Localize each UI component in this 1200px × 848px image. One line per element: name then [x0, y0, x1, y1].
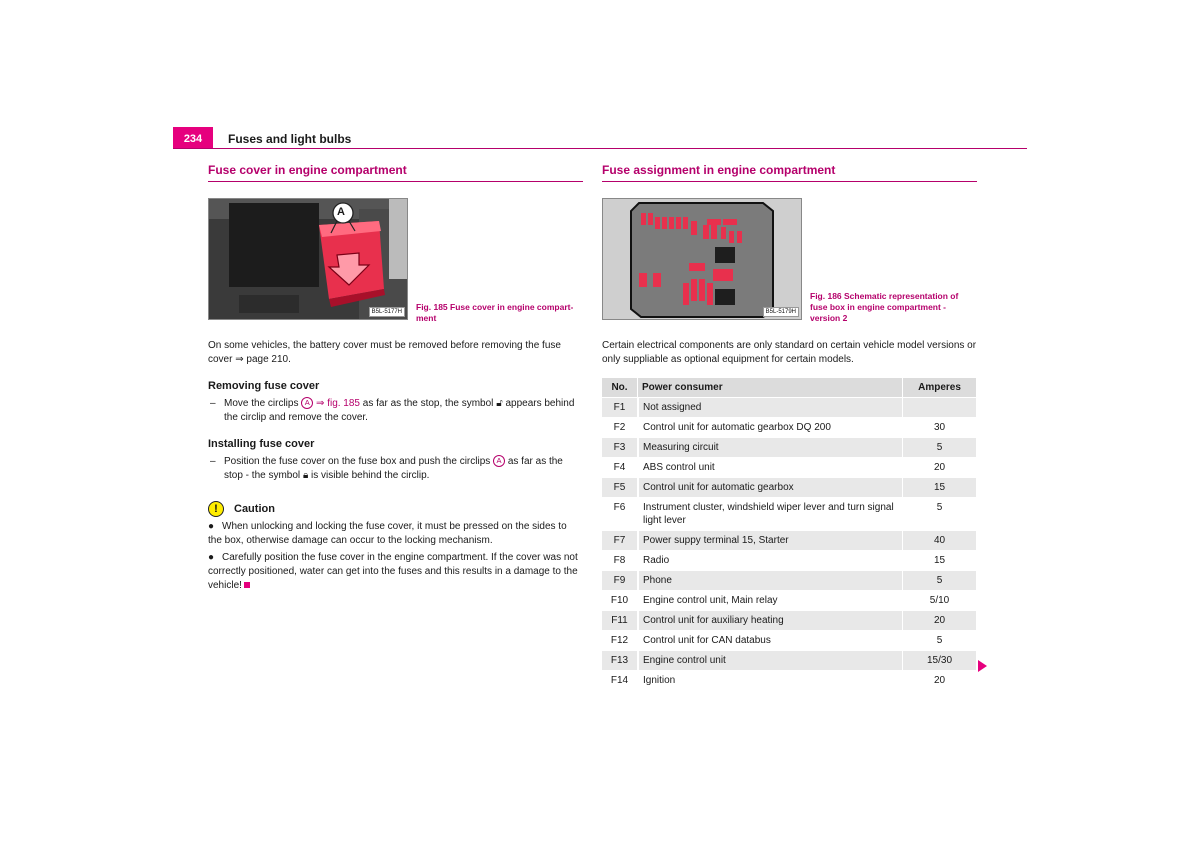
section-title-fuse-cover: Fuse cover in engine compartment [208, 163, 583, 182]
table-row [602, 438, 976, 457]
circlip-a-marker: A [493, 455, 505, 467]
intro-paragraph: On some vehicles, the battery cover must be removed before removing the fuse cover ⇒ page 210. [208, 340, 561, 365]
engine-compartment-illustration [209, 199, 408, 320]
installing-heading: Installing fuse cover [208, 438, 315, 450]
column-header-no: No. [602, 378, 638, 397]
fuse-number-cell: F2 [602, 418, 638, 437]
page-header [173, 127, 1027, 149]
figure-label-a: A [337, 206, 345, 218]
caution-label: Caution [234, 503, 275, 515]
step-dash: – [210, 456, 216, 467]
table-row [602, 418, 976, 437]
power-consumer-cell: Not assigned [638, 398, 902, 417]
step-text: appears behind the circlip and remove the cover. [224, 398, 575, 423]
table-row [602, 671, 976, 690]
caution-bullet-2 [208, 551, 583, 593]
figure-code: B5L-5179H [763, 307, 799, 317]
page-number: 234 [173, 127, 213, 148]
table-body [602, 398, 976, 690]
left-column [208, 163, 583, 593]
table-row [602, 498, 976, 530]
figure-caption: Fig. 186 Schematic representation of fuse box in engine compartment - version 2 [810, 291, 959, 323]
amperes-cell: 20 [902, 458, 976, 477]
fuse-box-diagram [603, 199, 802, 320]
amperes-cell [902, 398, 976, 417]
fuse-cover-photo [208, 198, 408, 320]
power-consumer-cell: Control unit for automatic gearbox DQ 200 [638, 418, 902, 437]
unlocked-padlock-icon: 🔓︎ [496, 398, 503, 409]
power-consumer-cell: Control unit for automatic gearbox [638, 478, 902, 497]
amperes-cell: 5 [902, 631, 976, 650]
fuse-number-cell: F6 [602, 498, 638, 530]
amperes-cell: 5 [902, 498, 976, 530]
figure-code: B5L-5177H [369, 307, 405, 317]
installing-step [208, 455, 583, 483]
amperes-cell: 15 [902, 551, 976, 570]
fuse-number-cell: F8 [602, 551, 638, 570]
fuse-number-cell: F11 [602, 611, 638, 630]
power-consumer-cell: Control unit for auxiliary heating [638, 611, 902, 630]
caution-heading [208, 501, 583, 517]
fuse-number-cell: F14 [602, 671, 638, 690]
fuse-box-schematic [602, 198, 802, 320]
power-consumer-cell: Power suppy terminal 15, Starter [638, 531, 902, 550]
amperes-cell: 15 [902, 478, 976, 497]
power-consumer-cell: Measuring circuit [638, 438, 902, 457]
table-row [602, 591, 976, 610]
right-column [602, 163, 977, 691]
amperes-cell: 20 [902, 611, 976, 630]
step-text: Move the circlips [224, 398, 299, 409]
table-row [602, 551, 976, 570]
table-row [602, 571, 976, 590]
chapter-title: Fuses and light bulbs [228, 132, 352, 146]
fuse-number-cell: F12 [602, 631, 638, 650]
circlip-a-marker: A [301, 397, 313, 409]
step-text: as far as the stop, the symbol [362, 398, 494, 409]
section-end-icon [244, 582, 250, 588]
warning-icon: ! [208, 501, 224, 517]
bullet-text: Carefully position the fuse cover in the engine compartment. If the cover was not correctly positioned, water can get into the fuses and this results in a damage to the vehicle! [208, 552, 578, 591]
table-row [602, 531, 976, 550]
figure-186 [602, 198, 977, 326]
figure-caption: Fig. 185 Fuse cover in engine compart-ment [416, 302, 574, 323]
amperes-cell: 5 [902, 571, 976, 590]
fuse-number-cell: F13 [602, 651, 638, 670]
amperes-cell: 5/10 [902, 591, 976, 610]
amperes-cell: 15/30 [902, 651, 976, 670]
power-consumer-cell: Engine control unit, Main relay [638, 591, 902, 610]
removing-step [208, 397, 583, 425]
step-dash: – [210, 398, 216, 409]
power-consumer-cell: Instrument cluster, windshield wiper lever and turn signal light lever [638, 498, 902, 530]
fuse-number-cell: F1 [602, 398, 638, 417]
power-consumer-cell: ABS control unit [638, 458, 902, 477]
table-row [602, 478, 976, 497]
fuse-number-cell: F7 [602, 531, 638, 550]
step-text: is visible behind the circlip. [311, 470, 430, 481]
amperes-cell: 20 [902, 671, 976, 690]
fuse-number-cell: F5 [602, 478, 638, 497]
fuse-number-cell: F9 [602, 571, 638, 590]
step-text: as far as the stop - the symbol [224, 456, 563, 481]
bullet-text: When unlocking and locking the fuse cover, it must be pressed on the sides to the box, otherwise damage can occur to the locking mechanism. [208, 521, 567, 546]
fuse-number-cell: F3 [602, 438, 638, 457]
table-row [602, 631, 976, 650]
fuse-assignment-table [602, 377, 976, 691]
column-header-amperes: Amperes [902, 378, 976, 397]
power-consumer-cell: Ignition [638, 671, 902, 690]
removing-heading: Removing fuse cover [208, 380, 320, 392]
amperes-cell: 40 [902, 531, 976, 550]
power-consumer-cell: Engine control unit [638, 651, 902, 670]
caution-bullet-1 [208, 520, 583, 548]
amperes-cell: 30 [902, 418, 976, 437]
table-row [602, 458, 976, 477]
bullet-icon: ● [208, 552, 215, 563]
step-text: Position the fuse cover on the fuse box and push the circlips [224, 456, 491, 467]
fuse-number-cell: F4 [602, 458, 638, 477]
fig-185-link[interactable]: ⇒ fig. 185 [316, 398, 360, 409]
intro-paragraph: Certain electrical components are only standard on certain vehicle model versions or only suppliable as optional equipment for certain models. [602, 340, 977, 365]
table-row [602, 611, 976, 630]
table-row [602, 651, 976, 670]
power-consumer-cell: Control unit for CAN databus [638, 631, 902, 650]
next-page-arrow-icon [978, 660, 987, 672]
table-row [602, 398, 976, 417]
amperes-cell: 5 [902, 438, 976, 457]
bullet-icon: ● [208, 521, 215, 532]
section-title-fuse-assignment: Fuse assignment in engine compartment [602, 163, 977, 182]
power-consumer-cell: Radio [638, 551, 902, 570]
table-header-row [602, 378, 976, 397]
column-header-power-consumer: Power consumer [638, 378, 902, 397]
locked-padlock-icon: 🔒︎ [302, 470, 309, 481]
fuse-number-cell: F10 [602, 591, 638, 610]
figure-185 [208, 198, 583, 326]
power-consumer-cell: Phone [638, 571, 902, 590]
